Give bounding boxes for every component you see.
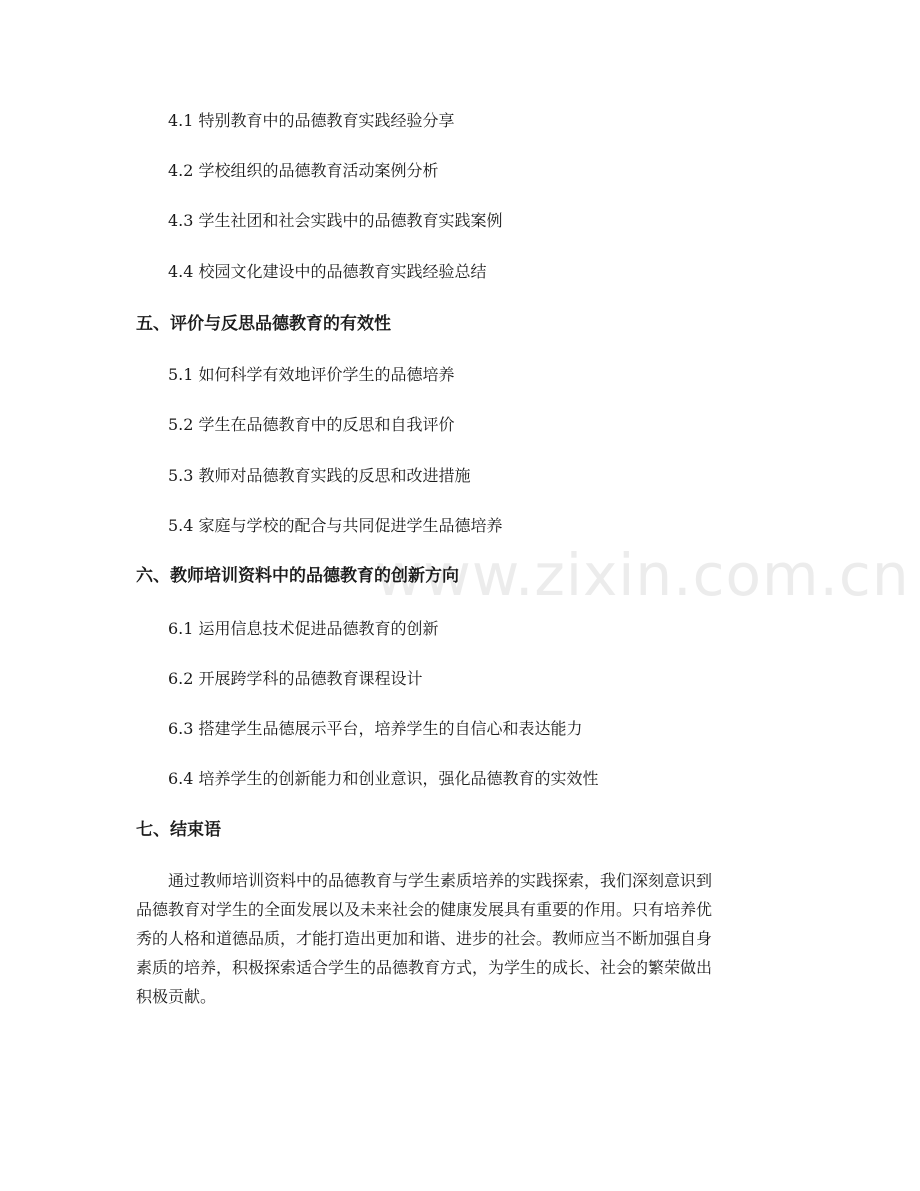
paragraph-line: 秀的人格和道德品质，才能打造出更加和谐、进步的社会。教师应当不断加强自身 <box>136 929 713 948</box>
closing-paragraph <box>136 866 786 1011</box>
watermark: www.zixin.com.cn <box>375 541 910 609</box>
list-item-6-3: 6.3 搭建学生品德展示平台，培养学生的自信心和表达能力 <box>168 719 583 738</box>
paragraph-line: 品德教育对学生的全面发展以及未来社会的健康发展具有重要的作用。只有培养优 <box>136 900 713 919</box>
list-item-5-3: 5.3 教师对品德教育实践的反思和改进措施 <box>168 466 471 485</box>
paragraph-line: 素质的培养，积极探索适合学生的品德教育方式，为学生的成长、社会的繁荣做出 <box>136 958 713 977</box>
list-item-4-3: 4.3 学生社团和社会实践中的品德教育实践案例 <box>168 211 503 230</box>
list-item-5-4: 5.4 家庭与学校的配合与共同促进学生品德培养 <box>168 516 503 535</box>
section-heading-5: 五、评价与反思品德教育的有效性 <box>136 314 391 334</box>
section-heading-7: 七、结束语 <box>136 820 221 840</box>
paragraph-line: 积极贡献。 <box>136 987 217 1006</box>
list-item-4-2: 4.2 学校组织的品德教育活动案例分析 <box>168 161 439 180</box>
list-item-5-2: 5.2 学生在品德教育中的反思和自我评价 <box>168 415 455 434</box>
section-heading-6: 六、教师培训资料中的品德教育的创新方向 <box>136 566 459 586</box>
list-item-6-4: 6.4 培养学生的创新能力和创业意识，强化品德教育的实效性 <box>168 769 599 788</box>
list-item-6-1: 6.1 运用信息技术促进品德教育的创新 <box>168 619 439 638</box>
list-item-5-1: 5.1 如何科学有效地评价学生的品德培养 <box>168 365 455 384</box>
list-item-4-1: 4.1 特别教育中的品德教育实践经验分享 <box>168 111 455 130</box>
paragraph-line: 通过教师培训资料中的品德教育与学生素质培养的实践探索，我们深刻意识到 <box>168 871 713 890</box>
list-item-4-4: 4.4 校园文化建设中的品德教育实践经验总结 <box>168 262 487 281</box>
list-item-6-2: 6.2 开展跨学科的品德教育课程设计 <box>168 669 423 688</box>
